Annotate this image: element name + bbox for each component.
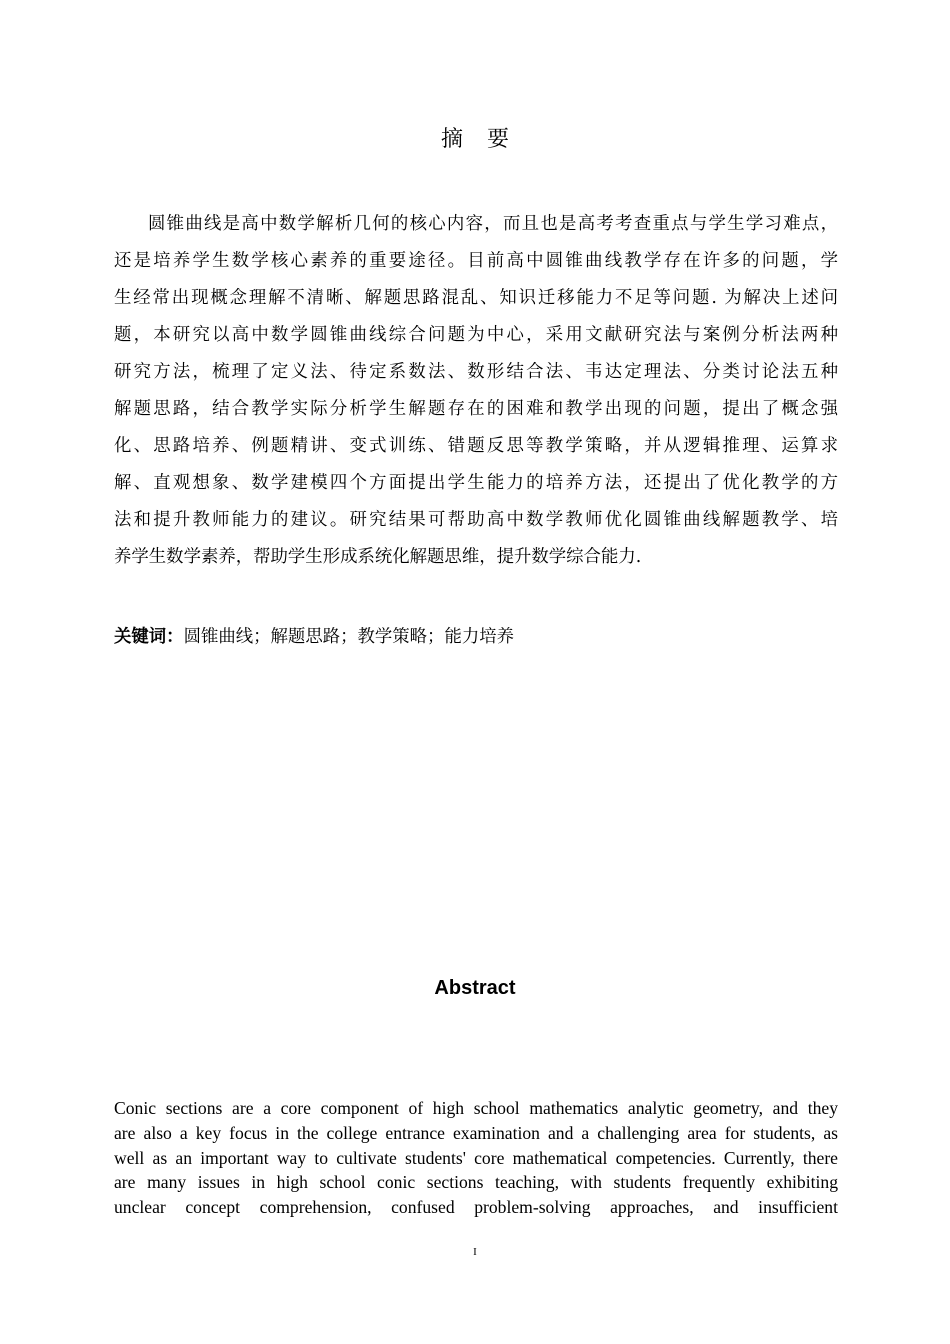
- english-abstract-title: Abstract: [434, 977, 516, 999]
- chinese-abstract-line: 解、直观想象、数学建模四个方面提出学生能力的培养方法，还提出了优化教学的方: [114, 473, 838, 493]
- chinese-abstract-line: 法和提升教师能力的建议。研究结果可帮助高中数学教师优化圆锥曲线解题教学、培: [114, 510, 838, 530]
- english-abstract-line: unclear concept comprehension, confused problem-solving approaches, and insufficient: [114, 1197, 838, 1218]
- chinese-abstract-title: [0, 122, 950, 153]
- page-number: I: [473, 1246, 477, 1258]
- chinese-abstract-line: 养学生数学素养，帮助学生形成系统化解题思维，提升数学综合能力.: [114, 547, 642, 567]
- title-char: 摘: [440, 127, 463, 152]
- english-abstract-line: Conic sections are a core component of high school mathematics analytic geometry, and they: [114, 1098, 838, 1118]
- keywords-line: [114, 622, 514, 652]
- chinese-abstract-body: [114, 206, 838, 576]
- keywords-list: 圆锥曲线；解题思路；教学策略；能力培养: [183, 627, 515, 647]
- title-char: 要: [487, 127, 510, 152]
- chinese-abstract-line: 题，本研究以高中数学圆锥曲线综合问题为中心，采用文献研究法与案例分析法两种: [114, 325, 838, 345]
- chinese-abstract-line: 化、思路培养、例题精讲、变式训练、错题反思等教学策略，并从逻辑推理、运算求: [114, 436, 838, 456]
- keywords-label: 关键词：: [114, 627, 184, 647]
- chinese-abstract-line: 还是培养学生数学核心素养的重要途径。目前高中圆锥曲线教学存在许多的问题，学: [114, 251, 838, 271]
- english-abstract-line: well as an important way to cultivate students' core mathematical competencies. Currently, there: [114, 1147, 838, 1168]
- english-abstract-line: are also a key focus in the college entrance examination and a challenging area for students, as: [114, 1122, 838, 1143]
- chinese-abstract-line: 解题思路，结合教学实际分析学生解题存在的困难和教学出现的问题，提出了概念强: [114, 399, 838, 419]
- chinese-abstract-line: 圆锥曲线是高中数学解析几何的核心内容，而且也是高考考查重点与学生学习难点，: [148, 214, 838, 234]
- english-abstract-line: are many issues in high school conic sections teaching, with students frequently exhibiting: [114, 1172, 838, 1193]
- chinese-abstract-line: 生经常出现概念理解不清晰、解题思路混乱、知识迁移能力不足等问题. 为解决上述问: [114, 288, 838, 308]
- chinese-abstract-line: 研究方法，梳理了定义法、待定系数法、数形结合法、韦达定理法、分类讨论法五种: [114, 362, 838, 382]
- english-abstract-body: [114, 1096, 838, 1220]
